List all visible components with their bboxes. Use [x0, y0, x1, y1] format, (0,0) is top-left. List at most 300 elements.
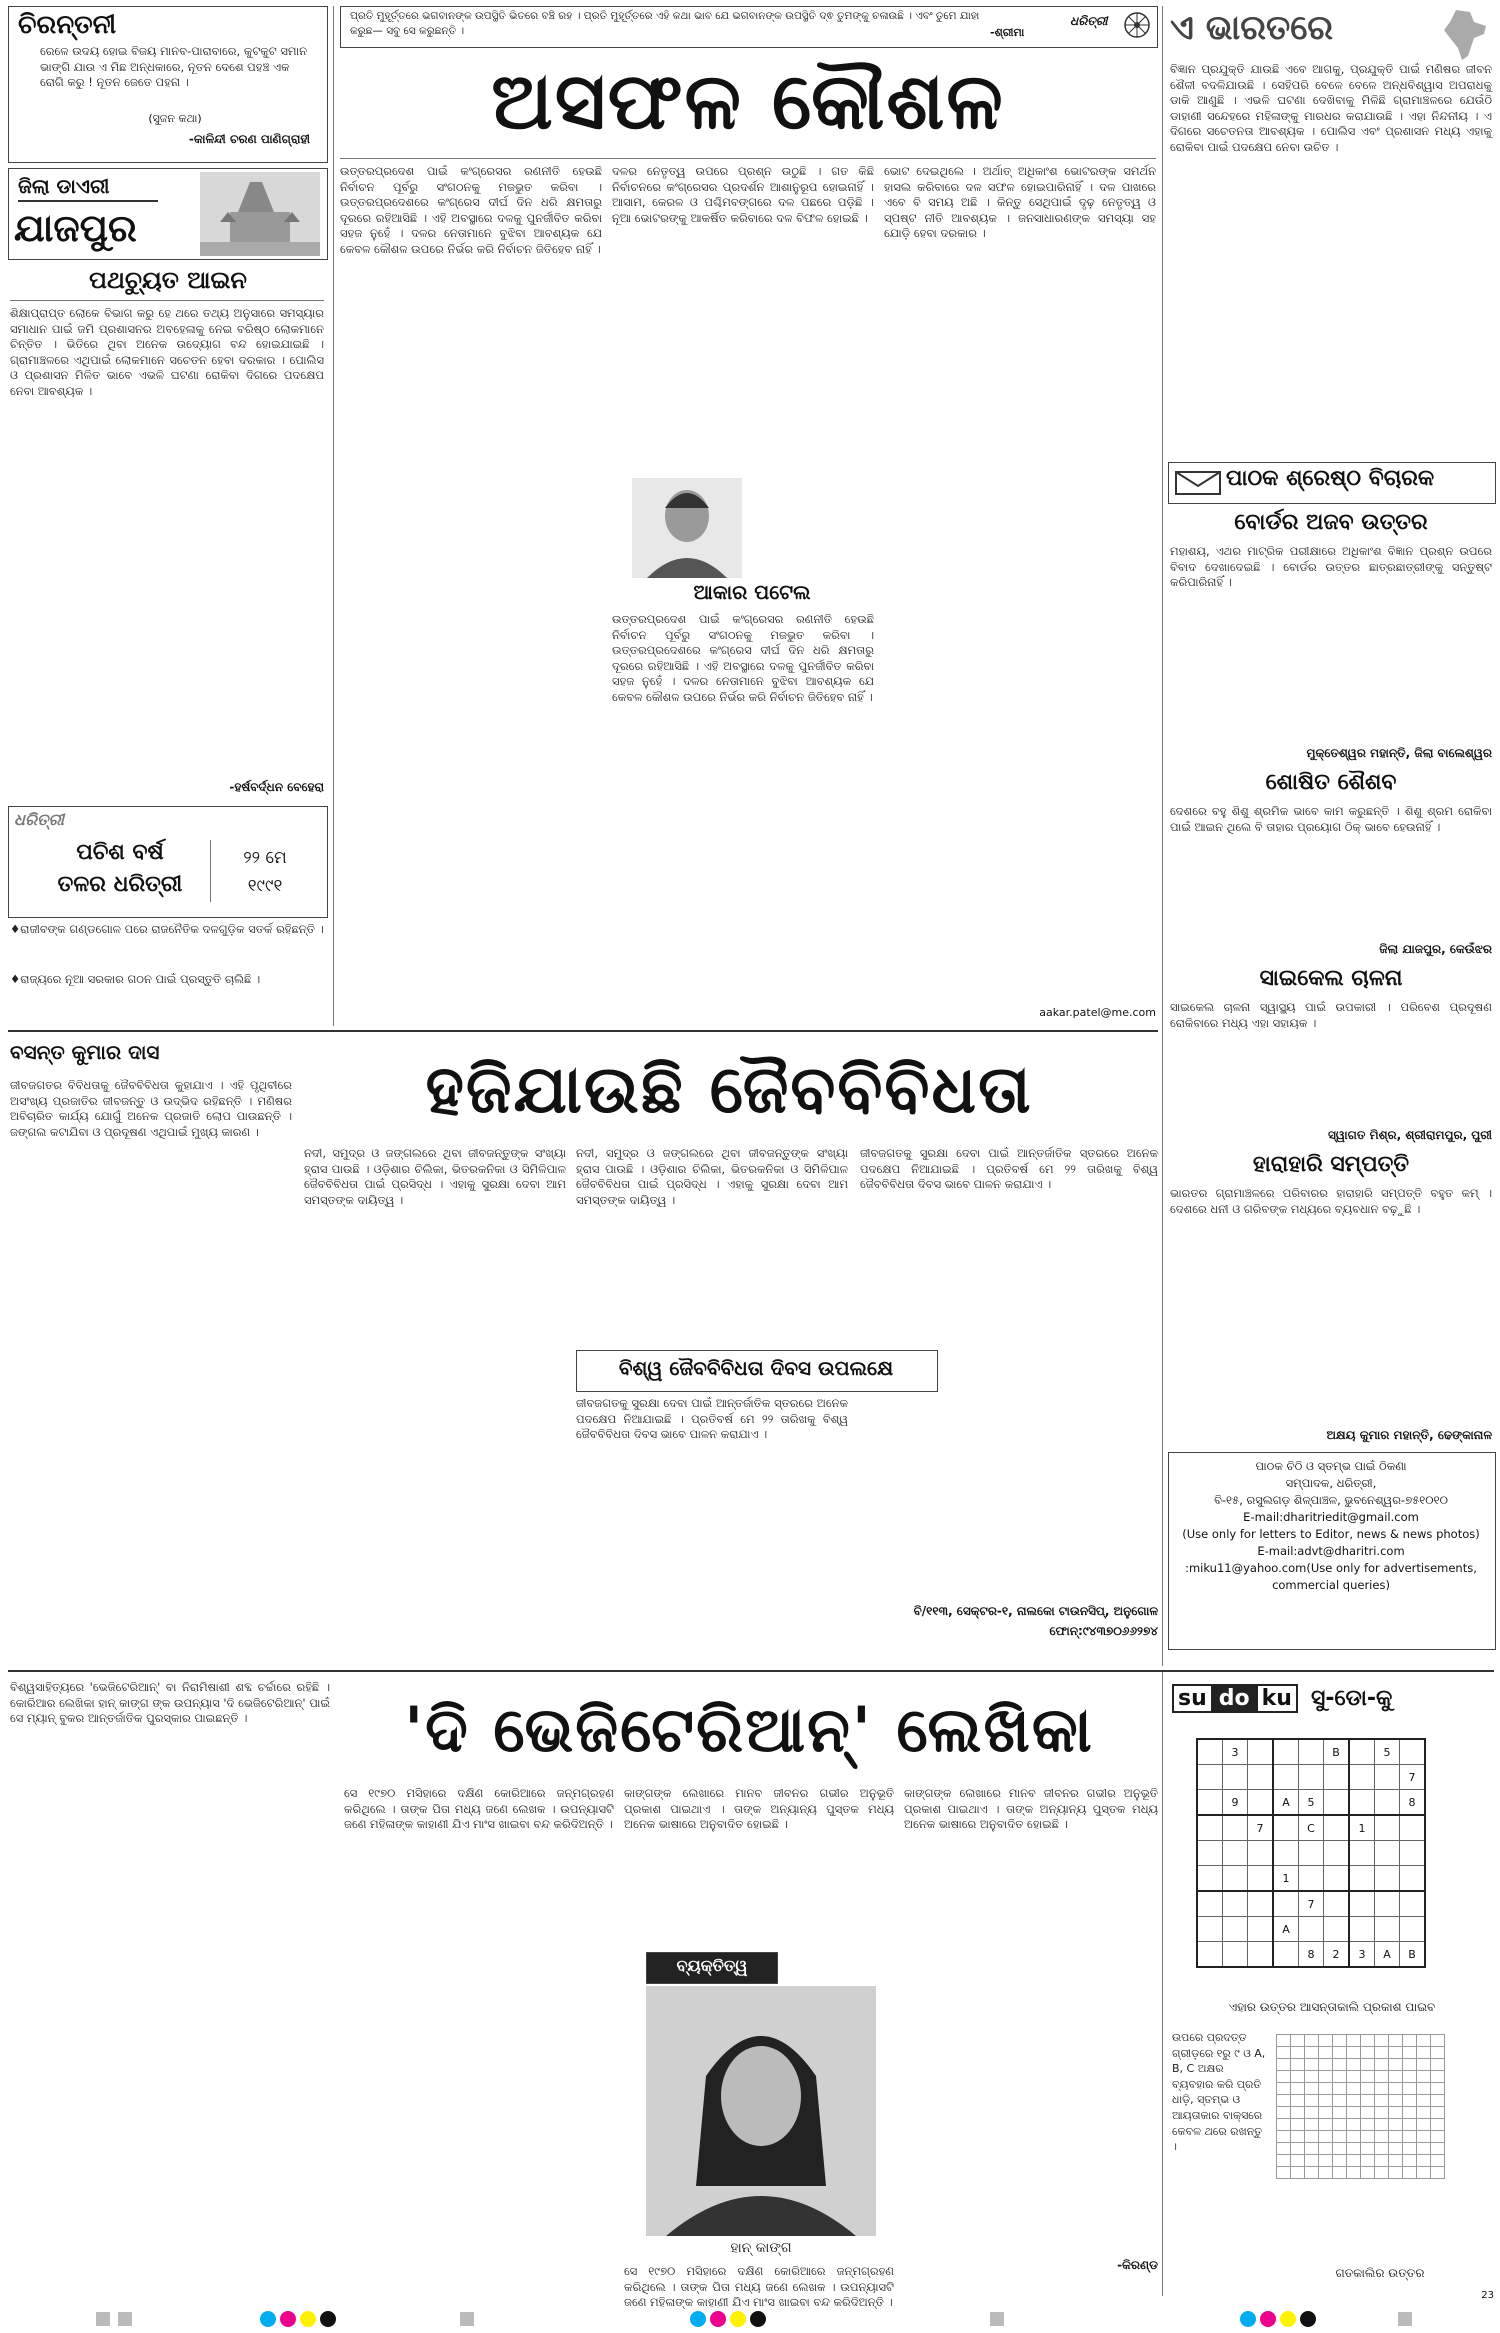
sudoku-cell[interactable]: [1248, 1942, 1274, 1968]
sudoku-cell[interactable]: 5: [1375, 1739, 1400, 1765]
answer-cell: [1319, 2095, 1333, 2107]
zilla-label: ଜିଲା ଡାଏରୀ: [18, 174, 158, 202]
sudoku-cell[interactable]: [1400, 1917, 1426, 1942]
answer-cell: [1291, 2167, 1305, 2179]
answer-cell: [1361, 2095, 1375, 2107]
top-quote-author: -ଶ୍ରୀମା: [990, 26, 1025, 39]
sudoku-cell[interactable]: [1375, 1866, 1400, 1892]
main-article-title: ଅସଫଳ କୌଶଳ: [491, 57, 1005, 147]
answer-cell: [1347, 2143, 1361, 2155]
sudoku-cell[interactable]: [1324, 1891, 1350, 1917]
answer-cell: [1389, 2083, 1403, 2095]
sudoku-cell[interactable]: C: [1299, 1815, 1324, 1841]
answer-cell: [1277, 2047, 1291, 2059]
sudoku-title-ku: ku: [1256, 1684, 1298, 1713]
biodiversity-col4: ଜୀବଜଗତକୁ ସୁରକ୍ଷା ଦେବା ପାଇଁ ଆନ୍ତର୍ଜାତିକ ସ୍ତରରେ ଅନେକ ପଦକ୍ଷେପ ନିଆଯାଇଛି । ପ୍ରତିବର୍ଷ ମେ ୨୨ ତାରିଖକୁ ବିଶ୍ୱ ଜୈବବିବିଧତା ଦିବସ ଭାବେ ପାଳନ କରାଯାଏ ।: [860, 1146, 1158, 1192]
answer-cell: [1431, 2047, 1445, 2059]
sudoku-header: [1172, 1684, 1492, 1720]
biodiversity-col3b: ଜୀବଜଗତକୁ ସୁରକ୍ଷା ଦେବା ପାଇଁ ଆନ୍ତର୍ଜାତିକ ସ୍ତରରେ ଅନେକ ପଦକ୍ଷେପ ନିଆଯାଇଛି । ପ୍ରତିବର୍ଷ ମେ ୨୨ ତାରିଖକୁ ବିଶ୍ୱ ଜୈବବିବିଧତା ଦିବସ ଭାବେ ପାଳନ କରାଯାଏ ।: [576, 1396, 848, 1442]
answer-cell: [1347, 2047, 1361, 2059]
letter1-sign: ମୁକ୍ତେଶ୍ୱର ମହାନ୍ତି, ଜିଲା ବାଲେଶ୍ୱର: [1306, 746, 1492, 760]
sudoku-cell[interactable]: [1400, 1815, 1426, 1841]
contact-line7: :miku11@yahoo.com(Use only for advertisements, commercial queries): [1185, 1561, 1477, 1592]
contact-line3: ବି-୧୫, ରସୁଲଗଡ଼ ଶିଳ୍ପାଞ୍ଚଳ, ଭୁବନେଶ୍ୱର-୭୫୧୦୧୦: [1214, 1493, 1448, 1507]
answer-cell: [1347, 2155, 1361, 2167]
sudoku-cell[interactable]: [1299, 1739, 1324, 1765]
sudoku-cell[interactable]: B: [1400, 1942, 1426, 1968]
answer-cell: [1361, 2047, 1375, 2059]
vegetarian-title: 'ଦି ଭେଜିଟେରିଆନ୍' ଲେଖିକା: [404, 1693, 1094, 1766]
answer-cell: [1333, 2071, 1347, 2083]
biodiversity-col1: ଜୀବଜଗତର ବିବିଧତାକୁ ଜୈବବିବିଧତା କୁହାଯାଏ । ଏହି ପୃଥିବୀରେ ଅସଂଖ୍ୟ ପ୍ରଜାତିର ଜୀବଜନ୍ତୁ ଓ ଉଦ୍ଭିଦ ରହିଛନ୍ତି । ମଣିଷର ଅବିଚାରିତ କାର୍ଯ୍ୟ ଯୋଗୁଁ ଅନେକ ପ୍ରଜାତି ଲୋପ ପାଉଛନ୍ତି । ଜଙ୍ଗଲ କଟାଯିବା ଓ ପ୍ରଦୂଷଣ ଏଥିପାଇଁ ମୁଖ୍ୟ କାରଣ ।: [10, 1078, 292, 1139]
letter2-title: ଶୋଷିତ ଶୈଶବ: [1265, 770, 1397, 795]
answer-cell: [1291, 2059, 1305, 2071]
answer-cell: [1403, 2083, 1417, 2095]
answer-cell: [1389, 2167, 1403, 2179]
dharitri-logo: ଧରିତ୍ରୀ: [1070, 14, 1108, 28]
sudoku-cell[interactable]: [1273, 1739, 1299, 1765]
answer-cell: [1417, 2059, 1431, 2071]
answer-cell: [1333, 2143, 1347, 2155]
answer-cell: [1375, 2035, 1389, 2047]
answer-cell: [1403, 2035, 1417, 2047]
black-dot: [320, 2311, 336, 2327]
column-rule: [1162, 6, 1163, 1666]
vegetarian-col4: କାଙ୍ଗଙ୍କ ଲେଖାରେ ମାନବ ଜୀବନର ଗଭୀର ଅନୁଭୂତି ପ୍ରକାଶ ପାଇଥାଏ । ତାଙ୍କ ଅନ୍ୟାନ୍ୟ ପୁସ୍ତକ ମଧ୍ୟ ଅନେକ ଭାଷାରେ ଅନୁବାଦିତ ହୋଇଛି ।: [904, 1786, 1158, 1832]
sudoku-cell[interactable]: [1248, 1891, 1274, 1917]
answer-cell: [1305, 2155, 1319, 2167]
vegetarian-col3b: ସେ ୧୯୭୦ ମସିହାରେ ଦକ୍ଷିଣ କୋରିଆରେ ଜନ୍ମଗ୍ରହଣ କରିଥିଲେ । ତାଙ୍କ ପିତା ମଧ୍ୟ ଜଣେ ଲେଖକ । ଉପନ୍ୟାସଟି ଜଣେ ମହିଳାଙ୍କ କାହାଣୀ ଯିଏ ମାଂସ ଖାଇବା ବନ୍ଦ କରିଦିଅନ୍ତି ।: [624, 2264, 894, 2310]
sudoku-cell[interactable]: [1273, 1815, 1299, 1841]
answer-cell: [1403, 2131, 1417, 2143]
sudoku-cell[interactable]: [1248, 1917, 1274, 1942]
sudoku-cell[interactable]: [1375, 1765, 1400, 1790]
sudoku-cell[interactable]: 8: [1299, 1942, 1324, 1968]
sudoku-cell[interactable]: [1273, 1841, 1299, 1866]
sudoku-cell[interactable]: [1197, 1942, 1223, 1968]
answer-cell: [1305, 2047, 1319, 2059]
answer-cell: [1431, 2095, 1445, 2107]
contact-line1: ପାଠକ ଚିଠି ଓ ସ୍ତମ୍ଭ ପାଇଁ ଠିକଣା: [1255, 1459, 1407, 1473]
answer-cell: [1305, 2083, 1319, 2095]
sudoku-cell[interactable]: [1197, 1765, 1223, 1790]
answer-cell: [1431, 2143, 1445, 2155]
register-mark: [460, 2312, 474, 2326]
answer-cell: [1333, 2047, 1347, 2059]
answer-cell: [1347, 2059, 1361, 2071]
answer-cell: [1305, 2071, 1319, 2083]
answer-cell: [1389, 2095, 1403, 2107]
sudoku-cell[interactable]: [1400, 1866, 1426, 1892]
sudoku-cell[interactable]: [1324, 1866, 1350, 1892]
sudoku-cell[interactable]: [1197, 1841, 1223, 1866]
answer-cell: [1375, 2107, 1389, 2119]
pachisha-date2: ୧୯୯୧: [247, 876, 283, 896]
sudoku-cell[interactable]: 3: [1349, 1942, 1375, 1968]
answer-cell: [1277, 2143, 1291, 2155]
answer-cell: [1403, 2119, 1417, 2131]
sudoku-grid[interactable]: [1196, 1738, 1426, 1968]
answer-cell: [1361, 2083, 1375, 2095]
sudoku-cell[interactable]: [1248, 1765, 1274, 1790]
answer-cell: [1277, 2095, 1291, 2107]
answer-cell: [1277, 2119, 1291, 2131]
answer-cell: [1319, 2035, 1333, 2047]
answer-cell: [1347, 2119, 1361, 2131]
answer-cell: [1291, 2047, 1305, 2059]
answer-cell: [1291, 2143, 1305, 2155]
answer-cell: [1361, 2107, 1375, 2119]
answer-cell: [1319, 2143, 1333, 2155]
answer-cell: [1403, 2071, 1417, 2083]
answer-cell: [1389, 2035, 1403, 2047]
black-dot: [750, 2311, 766, 2327]
column-rule: [333, 6, 334, 1026]
answer-cell: [1389, 2059, 1403, 2071]
main-article-col2b: ଉତ୍ତରପ୍ରଦେଶ ପାଇଁ କଂଗ୍ରେସର ରଣନୀତି ହେଉଛି ନିର୍ବାଚନ ପୂର୍ବରୁ ସଂଗଠନକୁ ମଜଭୁତ କରିବା । ଉତ୍ତରପ୍ରଦେଶରେ କଂଗ୍ରେସ ଦୀର୍ଘ ଦିନ ଧରି କ୍ଷମତାରୁ ଦୂରରେ ରହିଆସିଛି । ଏହି ଅବସ୍ଥାରେ ଦଳକୁ ପୁନର୍ଜୀବିତ କରିବା ସହଜ ନୁହେଁ । ଦଳର ନେତାମାନେ ବୁଝିବା ଆବଶ୍ୟକ ଯେ କେବଳ କୌଶଳ ଉପରେ ନିର୍ଭର କରି ନିର୍ବାଚନ ଜିତିହେବ ନାହିଁ ।: [612, 612, 874, 704]
sudoku-cell[interactable]: [1400, 1739, 1426, 1765]
sudoku-cell[interactable]: A: [1273, 1790, 1299, 1816]
vegetarian-author: -କିରଣ୍ଡ: [1117, 2258, 1158, 2272]
district-name: ଯାଜପୁର: [14, 206, 137, 250]
sudoku-cell[interactable]: [1349, 1739, 1375, 1765]
letter4-title: ହାରାହାରି ସମ୍ପତ୍ତି: [1252, 1152, 1410, 1177]
vegetarian-col1: ବିଶ୍ୱସାହିତ୍ୟରେ 'ଭେଜିଟେରିଆନ୍' ବା ନିରାମିଷାଶୀ ଶବ୍ଦ ଚର୍ଚ୍ଚାରେ ରହିଛି । କୋରିଆର ଲେଖିକା ହାନ୍ କାଙ୍ଗ ଙ୍କ ଉପନ୍ୟାସ 'ଦି ଭେଜିଟେରିଆନ୍' ପାଇଁ ସେ ମ୍ୟାନ୍ ବୁକର ଆନ୍ତର୍ଜାତିକ ପୁରସ୍କାର ପାଇଛନ୍ତି ।: [10, 1680, 330, 1726]
answer-cell: [1417, 2131, 1431, 2143]
answer-cell: [1375, 2059, 1389, 2071]
answer-cell: [1431, 2083, 1445, 2095]
sudoku-cell[interactable]: [1324, 1815, 1350, 1841]
sudoku-cell[interactable]: [1248, 1866, 1274, 1892]
answer-cell: [1291, 2083, 1305, 2095]
cyan-dot: [690, 2311, 706, 2327]
sudoku-cell[interactable]: [1197, 1917, 1223, 1942]
sudoku-cell[interactable]: [1349, 1765, 1375, 1790]
sudoku-cell[interactable]: [1349, 1917, 1375, 1942]
magenta-dot: [1260, 2311, 1276, 2327]
answer-cell: [1277, 2131, 1291, 2143]
main-article-byline: ଆକାର ପଟେଲ: [693, 580, 811, 604]
answer-cell: [1417, 2119, 1431, 2131]
register-mark: [96, 2312, 110, 2326]
answer-cell: [1333, 2083, 1347, 2095]
contact-line2: ସମ୍ପାଦକ, ଧରିତ୍ରୀ,: [1285, 1476, 1377, 1490]
answer-cell: [1403, 2095, 1417, 2107]
answer-cell: [1305, 2143, 1319, 2155]
vegetarian-col2: ସେ ୧୯୭୦ ମସିହାରେ ଦକ୍ଷିଣ କୋରିଆରେ ଜନ୍ମଗ୍ରହଣ କରିଥିଲେ । ତାଙ୍କ ପିତା ମଧ୍ୟ ଜଣେ ଲେଖକ । ଉପନ୍ୟାସଟି ଜଣେ ମହିଳାଙ୍କ କାହାଣୀ ଯିଏ ମାଂସ ଖାଇବା ବନ୍ଦ କରିଦିଅନ୍ତି ।: [344, 1786, 614, 1832]
contact-email2[interactable]: E-mail:advt@dharitri.com: [1257, 1544, 1405, 1558]
yellow-dot: [1280, 2311, 1296, 2327]
answer-cell: [1333, 2119, 1347, 2131]
chirantani-author: -କାଳିନ୍ଦୀ ଚରଣ ପାଣିଗ୍ରାହୀ: [188, 132, 310, 146]
sudoku-cell[interactable]: [1223, 1942, 1248, 1968]
sudoku-cell[interactable]: [1248, 1841, 1274, 1866]
answer-cell: [1305, 2107, 1319, 2119]
sudoku-cell[interactable]: [1375, 1891, 1400, 1917]
magenta-dot: [710, 2311, 726, 2327]
chirantani-title: ଚିରନ୍ତନୀ: [18, 10, 117, 40]
sudoku-cell[interactable]: [1273, 1765, 1299, 1790]
main-article-col3: ଭୋଟ ଦେଇଥିଲେ । ଅର୍ଥାତ୍ ଅଧିକାଂଶ ଭୋଟରଙ୍କ ସମର୍ଥନ ହାସଲ କରିବାରେ ଦଳ ସଫଳ ହୋଇପାରିନାହିଁ । ଦଳ ପାଖରେ ଏବେ ବି ସମୟ ଅଛି । କିନ୍ତୁ ସେଥିପାଇଁ ଦୃଢ଼ ନେତୃତ୍ୱ ଓ ସ୍ପଷ୍ଟ ନୀତି ଆବଶ୍ୟକ । ଜନସାଧାରଣଙ୍କ ସମସ୍ୟା ସହ ଯୋଡ଼ି ହେବା ଦରକାର ।: [884, 164, 1156, 241]
answer-cell: [1305, 2131, 1319, 2143]
divider: [8, 1670, 1494, 1672]
sudoku-cell[interactable]: [1273, 1891, 1299, 1917]
contact-email1[interactable]: E-mail:dharitriedit@gmail.com: [1243, 1510, 1419, 1524]
sudoku-cell[interactable]: [1273, 1942, 1299, 1968]
sudoku-cell[interactable]: [1299, 1866, 1324, 1892]
sudoku-cell[interactable]: [1197, 1739, 1223, 1765]
answer-cell: [1333, 2107, 1347, 2119]
letter3-body: ସାଇକେଲ ଚାଳନା ସ୍ୱାସ୍ଥ୍ୟ ପାଇଁ ଉପକାରୀ । ପରିବେଶ ପ୍ରଦୂଷଣ ରୋକିବାରେ ମଧ୍ୟ ଏହା ସହାୟକ ।: [1170, 1000, 1492, 1030]
sudoku-cell[interactable]: [1349, 1841, 1375, 1866]
answer-cell: [1389, 2119, 1403, 2131]
sudoku-cell[interactable]: 3: [1223, 1739, 1248, 1765]
column-rule: [1162, 1672, 1163, 2296]
answer-cell: [1277, 2059, 1291, 2071]
answer-cell: [1417, 2071, 1431, 2083]
answer-cell: [1375, 2119, 1389, 2131]
answer-cell: [1277, 2083, 1291, 2095]
sudoku-cell[interactable]: [1197, 1891, 1223, 1917]
divider: [210, 840, 211, 902]
answer-cell: [1319, 2155, 1333, 2167]
pathachyuta-author: -ହର୍ଷବର୍ଦ୍ଧନ ବେହେରା: [229, 780, 324, 794]
answer-cell: [1389, 2071, 1403, 2083]
sudoku-cell[interactable]: 8: [1400, 1790, 1426, 1816]
answer-cell: [1347, 2071, 1361, 2083]
vyaktitwa-tag: ବ୍ୟକ୍ତିତ୍ୱ: [676, 1956, 748, 1975]
letter3-title: ସାଇକେଲ ଚାଳନା: [1259, 966, 1403, 991]
sudoku-cell[interactable]: [1299, 1841, 1324, 1866]
sudoku-cell[interactable]: 7: [1400, 1765, 1426, 1790]
letter1-body: ମହାଶୟ, ଏଥର ମାଟ୍ରିକ ପରୀକ୍ଷାରେ ଅଧିକାଂଶ ବିଜ୍ଞାନ ପ୍ରଶ୍ନ ଉପରେ ବିବାଦ ଦେଖାଦେଇଛି । ବୋର୍ଡର ଉତ୍ତର ଛାତ୍ରଛାତ୍ରୀଙ୍କୁ ସନ୍ତୁଷ୍ଟ କରିପାରିନାହିଁ ।: [1170, 544, 1492, 590]
answer-cell: [1417, 2083, 1431, 2095]
sudoku-cell[interactable]: [1375, 1790, 1400, 1816]
answer-cell: [1291, 2155, 1305, 2167]
pachisha-logo: ଧରିତ୍ରୀ: [14, 810, 64, 829]
divider: [10, 300, 324, 301]
answer-cell: [1375, 2143, 1389, 2155]
sudoku-cell[interactable]: [1324, 1917, 1350, 1942]
answer-cell: [1375, 2131, 1389, 2143]
sudoku-cell[interactable]: [1324, 1841, 1350, 1866]
sudoku-cell[interactable]: [1223, 1866, 1248, 1892]
answer-cell: [1431, 2071, 1445, 2083]
answer-cell: [1305, 2119, 1319, 2131]
india-map-icon: [1440, 8, 1492, 62]
sudoku-cell[interactable]: 1: [1349, 1815, 1375, 1841]
chirantani-quote: ରେଳେ ଉଦୟ ହୋଇ ବିଜୟ ମାନବ-ପାରାବାରେ, କୁଟକୁଟ ସମାନ ଭାଙ୍ଗି ଯାଉ ଏ ମିଛ ଅନ୍ଧକାରେ, ନୂତନ ଦେଶେ ପହଞ୍ଚ ଏକ ରୋଗି କରୁ ! ନୂତନ ଜେତେ ପହନା ।: [40, 44, 308, 90]
pachisha-item1: ♦ରାଜୀବଙ୍କ ଗଣ୍ଡଗୋଳ ପରେ ରାଜନୈତିକ ଦଳଗୁଡ଼ିକ ସତର୍କ ରହିଛନ୍ତି ।: [10, 922, 324, 936]
answer-cell: [1319, 2083, 1333, 2095]
answer-cell: [1277, 2167, 1291, 2179]
register-mark: [1398, 2312, 1412, 2326]
answer-cell: [1361, 2071, 1375, 2083]
chirantani-source: (ସୁଜନ କଥା): [148, 112, 202, 125]
answer-cell: [1375, 2083, 1389, 2095]
sudoku-cell[interactable]: [1349, 1866, 1375, 1892]
temple-photo: [200, 172, 320, 256]
answer-cell: [1417, 2035, 1431, 2047]
sudoku-cell[interactable]: [1324, 1765, 1350, 1790]
answer-cell: [1277, 2155, 1291, 2167]
ebharat-title: ଏ ଭାରତରେ: [1170, 8, 1334, 48]
answer-cell: [1417, 2047, 1431, 2059]
answer-cell: [1417, 2095, 1431, 2107]
answer-cell: [1361, 2155, 1375, 2167]
answer-cell: [1417, 2167, 1431, 2179]
answer-cell: [1389, 2155, 1403, 2167]
sudoku-cell[interactable]: [1375, 1815, 1400, 1841]
ebharat-body: ବିଜ୍ଞାନ ପ୍ରଯୁକ୍ତି ଯାଉଛି ଏବେ ଆଗକୁ, ପ୍ରଯୁକ୍ତି ପାଇଁ ମଣିଷର ଜୀବନ ଶୈଳୀ ବଦଳିଯାଉଛି । ସେହିପରି ବେଳେ ବେଳେ ଅନ୍ଧବିଶ୍ୱାସ ଅପରାଧକୁ ଡାକି ଆଣୁଛି । ଏଭଳି ଘଟଣା ଦେଖିବାକୁ ମିଳିଛି ଗ୍ରାମାଞ୍ଚଳରେ ଯେଉଁଠି ଡାହାଣୀ ସନ୍ଦେହରେ ମହିଳାଙ୍କୁ ମାରଧର କରାଯାଉଛି । ଏହା ନିନ୍ଦନୀୟ । ଏ ଦିଗରେ ସଚେତନତା ଆବଶ୍ୟକ । ପୋଲିସ ଏବଂ ପ୍ରଶାସନ ମଧ୍ୟ ଏହାକୁ ରୋକିବା ପାଇଁ ପଦକ୍ଷେପ ନେବା ଉଚିତ ।: [1170, 62, 1492, 154]
pathachyuta-title: ପଥଚ୍ୟୁତ ଆଇନ: [89, 266, 247, 294]
vegetarian-col3a: କାଙ୍ଗଙ୍କ ଲେଖାରେ ମାନବ ଜୀବନର ଗଭୀର ଅନୁଭୂତି ପ୍ରକାଶ ପାଇଥାଏ । ତାଙ୍କ ଅନ୍ୟାନ୍ୟ ପୁସ୍ତକ ମଧ୍ୟ ଅନେକ ଭାଷାରେ ଅନୁବାଦିତ ହୋଇଛି ।: [624, 1786, 894, 1832]
sudoku-cell[interactable]: A: [1375, 1942, 1400, 1968]
sudoku-cell[interactable]: [1197, 1815, 1223, 1841]
answer-cell: [1403, 2155, 1417, 2167]
letter1-title: ବୋର୍ଡର ଅଜବ ଉତ୍ତର: [1234, 510, 1428, 535]
sudoku-cell[interactable]: 2: [1324, 1942, 1350, 1968]
sudoku-cell[interactable]: A: [1273, 1917, 1299, 1942]
main-article-col2a: ଦଳର ନେତୃତ୍ୱ ଉପରେ ପ୍ରଶ୍ନ ଉଠୁଛି । ଗତ କିଛି ନିର୍ବାଚନରେ କଂଗ୍ରେସର ପ୍ରଦର୍ଶନ ଆଶାନୁରୂପ ହୋଇନାହିଁ । ଆସାମ, କେରଳ ଓ ପଶ୍ଚିମବଙ୍ଗରେ ଦଳ ପଛରେ ପଡ଼ିଛି । ନୂଆ ଭୋଟରଙ୍କୁ ଆକର୍ଷିତ କରିବାରେ ଦଳ ବିଫଳ ହୋଇଛି ।: [612, 164, 874, 225]
divider: [340, 158, 1156, 159]
biodiversity-byline: ବସନ୍ତ କୁମାର ଦାସ: [10, 1040, 160, 1064]
answer-cell: [1277, 2107, 1291, 2119]
sudoku-cell[interactable]: [1299, 1765, 1324, 1790]
biodiversity-title: ହଜିଯାଉଛି ଜୈବବିବିଧତା: [425, 1051, 1033, 1128]
answer-cell: [1347, 2131, 1361, 2143]
letter4-sign: ଅକ୍ଷୟ କୁମାର ମହାନ୍ତି, ଢେଙ୍କାନାଳ: [1326, 1428, 1492, 1442]
author-email: aakar.patel@me.com: [1039, 1006, 1156, 1019]
answer-cell: [1389, 2143, 1403, 2155]
biodiversity-sign1: ବି/୧୧୩, ସେକ୍ଟର-୧, ନାଲକୋ ଟାଉନସିପ୍, ଅନୁଗୋଳ: [913, 1604, 1158, 1618]
answer-cell: [1319, 2131, 1333, 2143]
sudoku-cell[interactable]: [1223, 1815, 1248, 1841]
answer-cell: [1389, 2107, 1403, 2119]
answer-cell: [1291, 2119, 1305, 2131]
answer-cell: [1277, 2071, 1291, 2083]
sudoku-cell[interactable]: [1400, 1841, 1426, 1866]
answer-cell: [1333, 2131, 1347, 2143]
answer-cell: [1291, 2035, 1305, 2047]
sudoku-cell[interactable]: [1248, 1739, 1274, 1765]
answer-cell: [1417, 2143, 1431, 2155]
sudoku-cell[interactable]: [1197, 1866, 1223, 1892]
pachisha-date1: ୨୨ ମେ: [243, 848, 287, 868]
sudoku-cell[interactable]: [1299, 1917, 1324, 1942]
answer-cell: [1431, 2035, 1445, 2047]
sudoku-cell[interactable]: 1: [1273, 1866, 1299, 1892]
sudoku-title-do: do: [1213, 1684, 1256, 1713]
sudoku-cell[interactable]: [1197, 1790, 1223, 1816]
register-mark: [990, 2312, 1004, 2326]
sudoku-cell[interactable]: [1375, 1917, 1400, 1942]
answer-cell: [1431, 2155, 1445, 2167]
answer-cell: [1361, 2131, 1375, 2143]
answer-cell: [1333, 2059, 1347, 2071]
divider: [8, 1030, 1158, 1032]
letter4-body: ଭାରତର ଗ୍ରାମାଞ୍ଚଳରେ ପରିବାରର ହାରାହାରି ସମ୍ପତ୍ତି ବହୁତ କମ୍ । ଦେଶରେ ଧନୀ ଓ ଗରିବଙ୍କ ମଧ୍ୟରେ ବ୍ୟବଧାନ ବଢ଼ୁଛି ।: [1170, 1186, 1492, 1216]
answer-cell: [1305, 2095, 1319, 2107]
sudoku-cell[interactable]: [1223, 1765, 1248, 1790]
author-photo: [632, 478, 742, 578]
letter3-sign: ସ୍ୱାଗତ ମିଶ୍ର, ଶ୍ରୀରାମପୁର, ପୁରୀ: [1328, 1128, 1492, 1142]
answer-cell: [1333, 2155, 1347, 2167]
answer-cell: [1319, 2071, 1333, 2083]
sudoku-cell[interactable]: [1248, 1790, 1274, 1816]
sudoku-title-odia: ସୁ-ଡୋ-କୁ: [1311, 1686, 1393, 1711]
answer-cell: [1417, 2155, 1431, 2167]
pathaka-title: ପାଠକ ଶ୍ରେଷ୍ଠ ବିଚାରକ: [1226, 466, 1435, 491]
answer-cell: [1431, 2131, 1445, 2143]
sudoku-cell[interactable]: 7: [1299, 1891, 1324, 1917]
sudoku-cell[interactable]: [1223, 1841, 1248, 1866]
sudoku-cell[interactable]: [1400, 1891, 1426, 1917]
answer-cell: [1389, 2047, 1403, 2059]
sudoku-cell[interactable]: [1223, 1891, 1248, 1917]
answer-cell: [1319, 2059, 1333, 2071]
wheel-icon: [1122, 10, 1152, 40]
main-article-col1: ଉତ୍ତରପ୍ରଦେଶ ପାଇଁ କଂଗ୍ରେସର ରଣନୀତି ହେଉଛି ନିର୍ବାଚନ ପୂର୍ବରୁ ସଂଗଠନକୁ ମଜଭୁତ କରିବା । ଉତ୍ତରପ୍ରଦେଶରେ କଂଗ୍ରେସ ଦୀର୍ଘ ଦିନ ଧରି କ୍ଷମତାରୁ ଦୂରରେ ରହିଆସିଛି । ଏହି ଅବସ୍ଥାରେ ଦଳକୁ ପୁନର୍ଜୀବିତ କରିବା ସହଜ ନୁହେଁ । ଦଳର ନେତାମାନେ ବୁଝିବା ଆବଶ୍ୟକ ଯେ କେବଳ କୌଶଳ ଉପରେ ନିର୍ଭର କରି ନିର୍ବାଚନ ଜିତିହେବ ନାହିଁ ।: [340, 164, 602, 256]
answer-cell: [1305, 2035, 1319, 2047]
biodiversity-col2: ନଦୀ, ସମୁଦ୍ର ଓ ଜଙ୍ଗଲରେ ଥିବା ଜୀବଜନ୍ତୁଙ୍କ ସଂଖ୍ୟା ହ୍ରାସ ପାଉଛି । ଓଡ଼ିଶାର ଚିଲିକା, ଭିତରକନିକା ଓ ସିମିଳିପାଳ ଜୈବବିବିଧତା ପାଇଁ ପ୍ରସିଦ୍ଧ । ଏହାକୁ ସୁରକ୍ଷା ଦେବା ଆମ ସମସ୍ତଙ୍କ ଦାୟିତ୍ୱ ।: [304, 1146, 566, 1207]
answer-cell: [1291, 2071, 1305, 2083]
answer-cell: [1319, 2047, 1333, 2059]
sudoku-cell[interactable]: 5: [1299, 1790, 1324, 1816]
answer-cell: [1403, 2059, 1417, 2071]
answer-cell: [1291, 2107, 1305, 2119]
pachisha-line1: ପଚିଶ ବର୍ଷ: [76, 840, 164, 865]
sudoku-answer-label: ଗତକାଲିର ଉତ୍ତର: [1335, 2266, 1425, 2280]
sudoku-cell[interactable]: [1223, 1917, 1248, 1942]
answer-cell: [1347, 2083, 1361, 2095]
answer-cell: [1291, 2095, 1305, 2107]
answer-cell: [1361, 2143, 1375, 2155]
sudoku-cell[interactable]: [1375, 1841, 1400, 1866]
letter2-sign: ଜିଲା ଯାଜପୁର, କେଉଁଝର: [1379, 942, 1492, 956]
sudoku-note: ଏହାର ଉତ୍ତର ଆସନ୍ତାକାଲି ପ୍ରକାଶ ପାଇବ: [1228, 2000, 1436, 2014]
answer-cell: [1389, 2131, 1403, 2143]
register-mark: [118, 2312, 132, 2326]
answer-cell: [1333, 2095, 1347, 2107]
sudoku-cell[interactable]: [1324, 1790, 1350, 1816]
han-kang-photo: [646, 1986, 876, 2236]
magenta-dot: [280, 2311, 296, 2327]
sudoku-cell[interactable]: [1349, 1891, 1375, 1917]
sudoku-answer-grid: [1276, 2034, 1445, 2179]
sudoku-cell[interactable]: B: [1324, 1739, 1350, 1765]
letter2-body: ଦେଶରେ ବହୁ ଶିଶୁ ଶ୍ରମିକ ଭାବେ କାମ କରୁଛନ୍ତି । ଶିଶୁ ଶ୍ରମ ରୋକିବା ପାଇଁ ଆଇନ ଥିଲେ ବି ତାହାର ପ୍ରୟୋଗ ଠିକ୍ ଭାବେ ହେଉନାହିଁ ।: [1170, 804, 1492, 834]
yellow-dot: [730, 2311, 746, 2327]
answer-cell: [1333, 2035, 1347, 2047]
envelope-icon: [1174, 468, 1222, 498]
pachisha-item2: ♦ରାଜ୍ୟରେ ନୂଆ ସରକାର ଗଠନ ପାଇଁ ପ୍ରସ୍ତୁତି ଚାଲିଛି ।: [10, 972, 261, 986]
answer-cell: [1347, 2095, 1361, 2107]
answer-cell: [1431, 2107, 1445, 2119]
answer-cell: [1403, 2167, 1417, 2179]
answer-cell: [1375, 2155, 1389, 2167]
sudoku-cell[interactable]: 7: [1248, 1815, 1274, 1841]
sudoku-cell[interactable]: [1349, 1790, 1375, 1816]
answer-cell: [1375, 2095, 1389, 2107]
biodiversity-col3a: ନଦୀ, ସମୁଦ୍ର ଓ ଜଙ୍ଗଲରେ ଥିବା ଜୀବଜନ୍ତୁଙ୍କ ସଂଖ୍ୟା ହ୍ରାସ ପାଉଛି । ଓଡ଼ିଶାର ଚିଲିକା, ଭିତରକନିକା ଓ ସିମିଳିପାଳ ଜୈବବିବିଧତା ପାଇଁ ପ୍ରସିଦ୍ଧ । ଏହାକୁ ସୁରକ୍ଷା ଦେବା ଆମ ସମସ୍ତଙ୍କ ଦାୟିତ୍ୱ ।: [576, 1146, 848, 1207]
biodiversity-sign2: ଫୋନ୍:୯୪୩୭୦୬୬୨୭୪: [1049, 1624, 1158, 1638]
answer-cell: [1375, 2167, 1389, 2179]
contact-line5: (Use only for letters to Editor, news & news photos): [1182, 1527, 1480, 1541]
answer-cell: [1431, 2167, 1445, 2179]
answer-cell: [1305, 2059, 1319, 2071]
sudoku-cell[interactable]: 9: [1223, 1790, 1248, 1816]
